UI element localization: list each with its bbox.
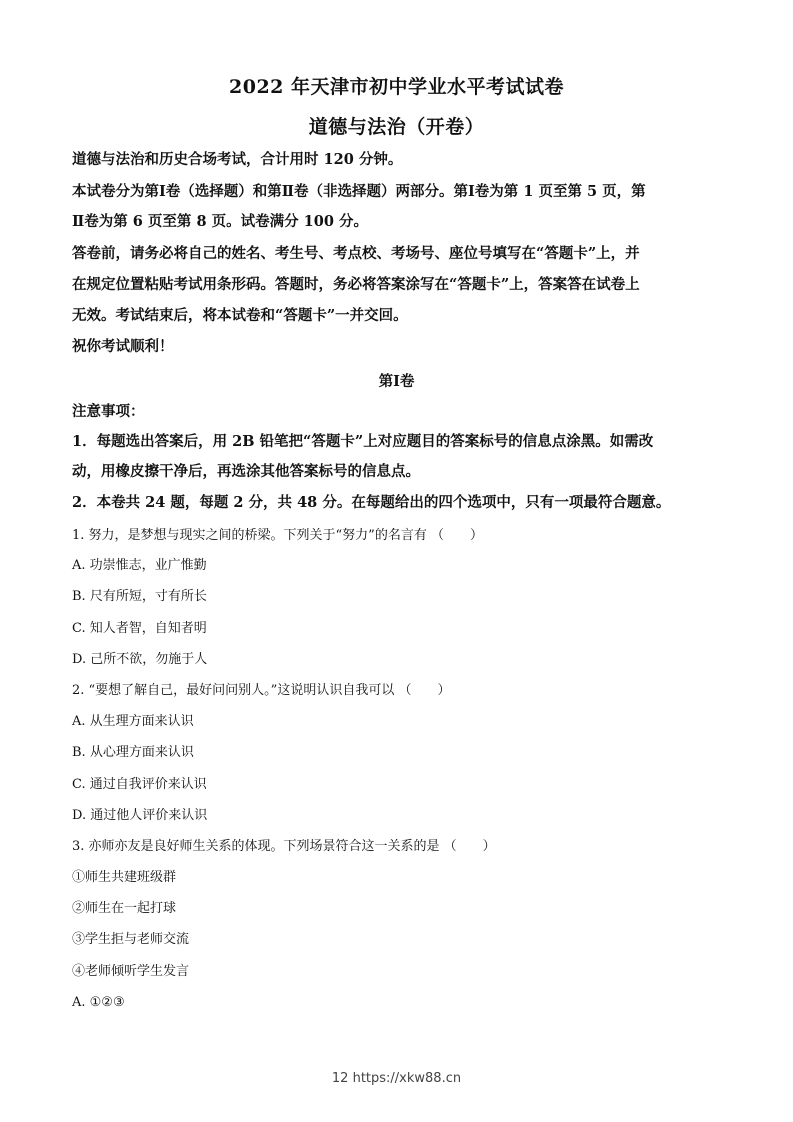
statement-item: ①师生共建班级群 bbox=[72, 870, 177, 885]
intro-line: 祝你考试顺利！ bbox=[72, 338, 174, 355]
option-c: C. 通过自我评价来认识 bbox=[72, 777, 207, 792]
note-line: 动，用橡皮擦干净后，再选涂其他答案标号的信息点。 bbox=[72, 463, 420, 480]
question-stem: 3. 亦师亦友是良好师生关系的体现。下列场景符合这一关系的是 （ ） bbox=[72, 839, 496, 854]
section-heading: 第Ⅰ卷 bbox=[378, 373, 415, 390]
page-title: 2022 年天津市初中学业水平考试试卷 bbox=[229, 76, 564, 98]
intro-line: 在规定位置粘贴考试用条形码。答题时，务必将答案涂写在“答题卡”上，答案答在试卷上 bbox=[72, 276, 640, 293]
option-d: D. 通过他人评价来认识 bbox=[72, 808, 208, 823]
intro-line: 本试卷分为第Ⅰ卷（选择题）和第Ⅱ卷（非选择题）两部分。第Ⅰ卷为第 1 页至第 5 页，第 bbox=[72, 183, 646, 200]
option-b: B. 尺有所短，寸有所长 bbox=[72, 589, 207, 604]
option-a: A. ①②③ bbox=[72, 995, 125, 1010]
option-a: A. 从生理方面来认识 bbox=[72, 714, 194, 729]
notes-heading: 注意事项： bbox=[72, 403, 145, 420]
option-b: B. 从心理方面来认识 bbox=[72, 745, 194, 760]
intro-line: Ⅱ卷为第 6 页至第 8 页。试卷满分 100 分。 bbox=[72, 213, 368, 230]
intro-line: 无效。考试结束后，将本试卷和“答题卡”一并交回。 bbox=[72, 307, 408, 324]
note-line: 1．每题选出答案后，用 2B 铅笔把“答题卡”上对应题目的答案标号的信息点涂黑。如需改 bbox=[72, 433, 654, 450]
intro-line: 道德与法治和历史合场考试，合计用时 120 分钟。 bbox=[72, 151, 403, 168]
page-subtitle: 道德与法治（开卷） bbox=[308, 116, 485, 138]
statement-item: ④老师倾听学生发言 bbox=[72, 964, 190, 979]
option-c: C. 知人者智，自知者明 bbox=[72, 621, 207, 636]
question-stem: 2. “要想了解自己，最好问问别人。”这说明认识自我可以 （ ） bbox=[72, 683, 451, 698]
option-a: A. 功崇惟志，业广惟勤 bbox=[72, 558, 207, 573]
question-stem: 1. 努力，是梦想与现实之间的桥梁。下列关于“努力”的名言有 （ ） bbox=[72, 528, 483, 543]
statement-item: ③学生拒与老师交流 bbox=[72, 932, 190, 947]
page-footer: 12 https://xkw88.cn bbox=[331, 1071, 462, 1086]
intro-line: 答卷前，请务必将自己的姓名、考生号、考点校、考场号、座位号填写在“答题卡”上，并 bbox=[72, 245, 640, 262]
statement-item: ②师生在一起打球 bbox=[72, 901, 177, 916]
note-line: 2．本卷共 24 题，每题 2 分，共 48 分。在每题给出的四个选项中，只有一项最符合题意。 bbox=[72, 494, 671, 511]
option-d: D. 己所不欲，勿施于人 bbox=[72, 652, 208, 667]
